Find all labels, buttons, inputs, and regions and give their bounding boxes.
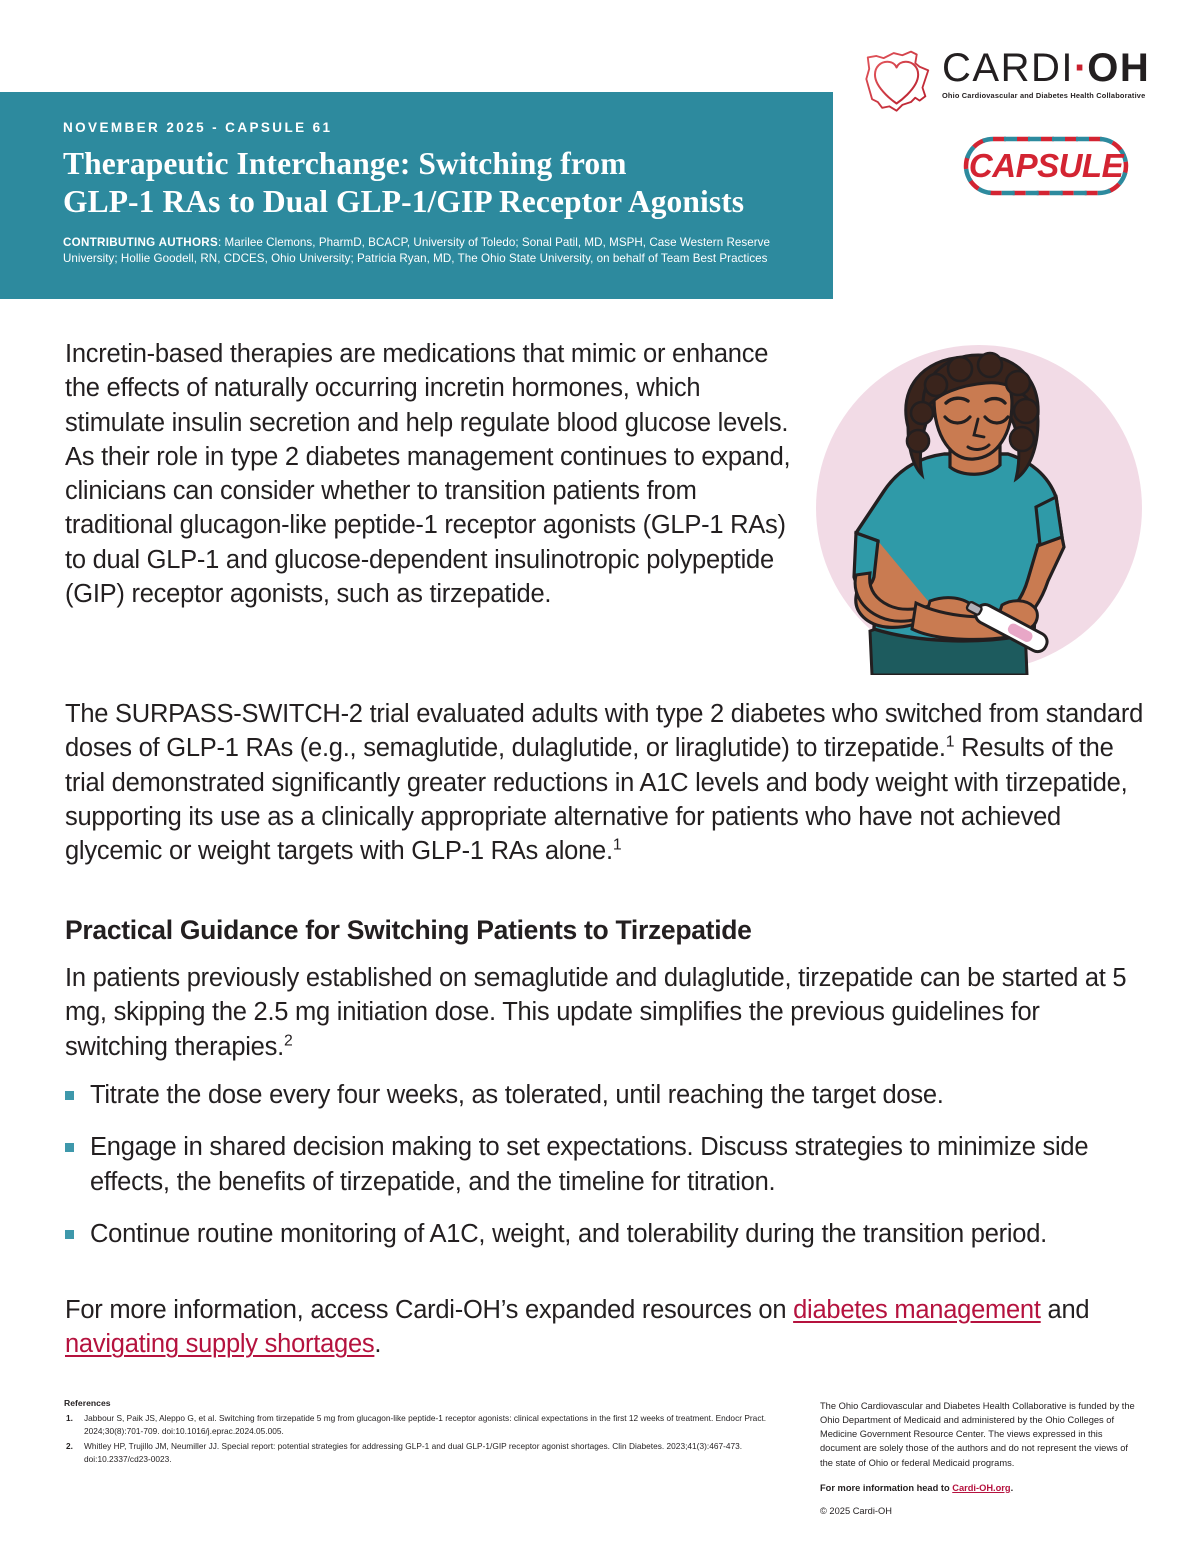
references-heading: References xyxy=(64,1398,111,1408)
more-information-prefix: For more information head to xyxy=(820,1482,953,1493)
trial-paragraph xyxy=(65,697,1143,868)
references-list xyxy=(64,1412,794,1467)
citation-ref-1b: 1 xyxy=(612,836,622,854)
trial-paragraph-part2: Results of the trial demonstrated significantly greater reductions in A1C levels and body weight with tirzepatide, supporting its use as a clinically appropriate alternative for patients who have not achieved glycemic or weight targets with GLP-1 RAs alone. xyxy=(65,734,1128,866)
cardi-oh-logo xyxy=(862,44,1152,114)
list-item-text: Titrate the dose every four weeks, as tolerated, until reaching the target dose. xyxy=(90,1081,944,1109)
copyright-notice: © 2025 Cardi-OH xyxy=(820,1505,892,1516)
ohio-heart-icon xyxy=(862,44,934,114)
logo-row xyxy=(862,44,1152,114)
logo-tagline: Ohio Cardiovascular and Diabetes Health Collaborative xyxy=(942,91,1146,100)
guidance-paragraph-text: In patients previously established on semaglutide and dulaglutide, tirzepatide can be started at 5 mg, skipping the 2.5 mg initiation dose. This update simplifies the previous guidelines for switching therapies. xyxy=(65,964,1127,1061)
more-information-line xyxy=(820,1481,1140,1495)
cardi-oh-org-link[interactable]: Cardi-OH.org xyxy=(952,1482,1011,1493)
title-banner xyxy=(0,92,833,299)
wordmark-dot: · xyxy=(1073,46,1088,90)
issue-eyebrow: NOVEMBER 2025 - CAPSULE 61 xyxy=(63,120,333,135)
citation-ref-1a: 1 xyxy=(945,733,955,751)
closing-paragraph xyxy=(65,1293,1143,1362)
logo-text-wrap xyxy=(942,44,1150,100)
citation-ref-2: 2 xyxy=(283,1032,293,1050)
guidance-bullet-list xyxy=(65,1078,1143,1269)
page-title xyxy=(63,145,793,222)
reference-item: Whitley HP, Trujillo JM, Neumiller JJ. Special report: potential strategies for addressing GLP-1 and dual GLP-1/GIP receptor agonist shortages. Clin Diabetes. 2023;41(3):467-473. doi:10.2337/cd23-0023. xyxy=(84,1440,743,1465)
page-title-line1: Therapeutic Interchange: Switching from xyxy=(63,146,627,181)
footer-disclaimer-block xyxy=(820,1399,1140,1518)
capsule-badge xyxy=(962,135,1130,197)
bullet-square-icon xyxy=(65,1143,74,1152)
wordmark-cardi: CARDI xyxy=(942,46,1074,90)
list-item-text: Engage in shared decision making to set expectations. Discuss strategies to minimize side effects, the benefits of tirzepatide, and the timeline for titration. xyxy=(90,1133,1089,1196)
closing-mid: and xyxy=(1040,1296,1090,1324)
closing-prefix: For more information, access Cardi-OH’s expanded resources on xyxy=(65,1296,794,1324)
contributing-authors-label: CONTRIBUTING AUTHORS xyxy=(63,235,218,249)
list-item xyxy=(65,1078,1143,1112)
list-item xyxy=(65,1217,1143,1251)
patient-injection-illustration xyxy=(812,341,1146,675)
list-item-text: Continue routine monitoring of A1C, weight, and tolerability during the transition period. xyxy=(90,1219,1047,1248)
references-block xyxy=(64,1397,794,1468)
more-information-suffix: . xyxy=(1010,1482,1014,1493)
diabetes-management-link[interactable]: diabetes management xyxy=(793,1296,1041,1324)
contributing-authors-text: : Marilee Clemons, PharmD, BCACP, University of Toledo; Sonal Patil, MD, MSPH, Case Western Reserve University; Hollie Goodell, RN, CDCES, Ohio University; Patricia Ryan, MD, The Ohio State University, on behalf of Team Best Practices xyxy=(63,235,770,266)
contributing-authors xyxy=(63,235,793,268)
section-heading: Practical Guidance for Switching Patients to Tirzepatide xyxy=(65,915,752,945)
wordmark-oh: OH xyxy=(1087,46,1151,90)
page-title-line2: GLP-1 RAs to Dual GLP-1/GIP Receptor Agonists xyxy=(63,184,745,220)
wordmark xyxy=(942,46,1150,90)
reference-item: Jabbour S, Paik JS, Aleppo G, et al. Switching from tirzepatide 5 mg from glucagon-like peptide-1 receptor agonists: clinical expectations in the first 12 weeks of treatment. Endocr Pract. 2024;30(8):701-709. doi:10.1016/j.eprac.2024.05.005. xyxy=(84,1412,767,1437)
list-item xyxy=(65,1130,1143,1199)
intro-paragraph: Incretin-based therapies are medications that mimic or enhance the effects of naturally occurring incretin hormones, which stimulate insulin secretion and help regulate blood glucose levels. As their role in type 2 diabetes management continues to expand, clinicians can consider whether to transition patients from traditional glucagon-like peptide-1 receptor agonists (GLP-1 RAs) to dual GLP-1 and glucose-dependent insulinotropic polypeptide (GIP) receptor agonists, such as tirzepatide. xyxy=(65,340,791,609)
bullet-square-icon xyxy=(65,1230,74,1239)
capsule-badge-label: CAPSULE xyxy=(968,147,1124,184)
funding-disclaimer: The Ohio Cardiovascular and Diabetes Health Collaborative is funded by the Ohio Department of Medicaid and administered by the Ohio Colleges of Medicine Government Resource Center. The views expressed in this document are solely those of the authors and do not represent the views of the state of Ohio or federal Medicaid programs. xyxy=(820,1401,1135,1468)
guidance-paragraph xyxy=(65,961,1143,1064)
closing-suffix: . xyxy=(374,1330,382,1359)
trial-paragraph-part1: The SURPASS-SWITCH-2 trial evaluated adults with type 2 diabetes who switched from standard doses of GLP-1 RAs (e.g., semaglutide, dulaglutide, or liraglutide) to tirzepatide. xyxy=(65,700,1144,763)
bullet-square-icon xyxy=(65,1091,74,1100)
supply-shortages-link[interactable]: navigating supply shortages xyxy=(65,1330,375,1359)
